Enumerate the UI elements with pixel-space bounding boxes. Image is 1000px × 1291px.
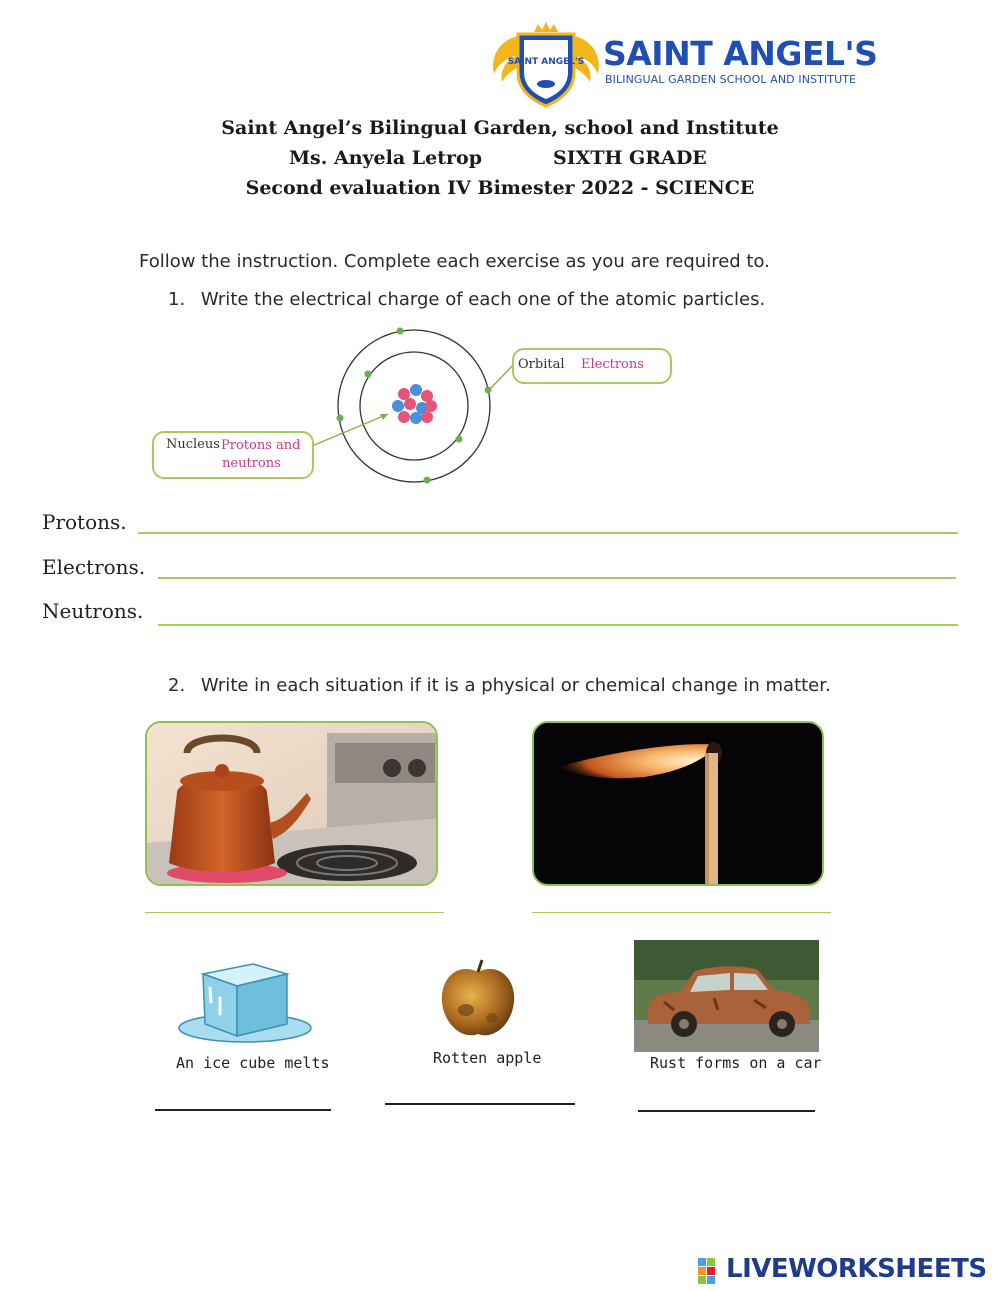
nucleus-label: Nucleus <box>166 437 220 452</box>
nucleus-value-line2: neutrons <box>222 456 281 471</box>
orbital-callout <box>512 348 672 384</box>
car-caption: Rust forms on a car <box>650 1054 822 1072</box>
teacher-name: Ms. Anyela Letrop <box>289 147 482 169</box>
burning-match-image <box>532 721 824 886</box>
nucleus-callout <box>152 431 314 479</box>
liveworksheets-brand: LIVEWORKSHEETS <box>726 1254 987 1284</box>
question-1-number: 1. <box>168 289 186 310</box>
apple-caption: Rotten apple <box>433 1049 542 1067</box>
liveworksheets-icon <box>698 1258 724 1284</box>
question-1 <box>168 289 765 310</box>
question-2-text: Write in each situation if it is a physical or chemical change in matter. <box>200 675 831 696</box>
orbital-value: Electrons <box>581 357 644 372</box>
kettle-answer-line[interactable] <box>145 912 444 913</box>
kettle-icon <box>147 723 438 886</box>
match-answer-line[interactable] <box>532 912 831 913</box>
orbital-label: Orbital <box>518 357 565 372</box>
match-flame-icon <box>534 723 824 886</box>
nucleus-icon <box>392 384 437 424</box>
protons-label: Protons. <box>42 510 127 534</box>
question-2 <box>168 675 831 696</box>
school-title: Saint Angel’s Bilingual Garden, school and Institute <box>221 117 779 139</box>
kettle-on-stove-image <box>145 721 438 886</box>
atom-diagram <box>150 322 680 487</box>
electrons-answer-line[interactable] <box>158 577 956 579</box>
liveworksheets-logo <box>698 1254 998 1288</box>
school-logo <box>488 22 878 108</box>
evaluation-title: Second evaluation IV Bimester 2022 - SCIENCE <box>245 177 755 199</box>
apple-icon <box>436 958 520 1042</box>
electrons-label: Electrons. <box>42 555 146 579</box>
general-instruction: Follow the instruction. Complete each exercise as you are required to. <box>139 251 770 272</box>
grade-label: SIXTH GRADE <box>553 147 707 169</box>
school-logo-name: SAINT ANGEL'S <box>603 34 878 73</box>
ice-cube-image <box>175 958 315 1050</box>
ice-cube-icon <box>175 958 315 1050</box>
apple-answer-line[interactable] <box>385 1103 575 1105</box>
nucleus-value-line1: Protons and <box>221 438 301 453</box>
ice-answer-line[interactable] <box>155 1109 331 1111</box>
school-logo-subtitle: BILINGUAL GARDEN SCHOOL AND INSTITUTE <box>605 73 857 86</box>
neutrons-answer-line[interactable] <box>158 624 958 626</box>
rotten-apple-image <box>436 958 520 1042</box>
question-1-text: Write the electrical charge of each one of the atomic particles. <box>200 289 766 310</box>
car-answer-line[interactable] <box>638 1110 815 1112</box>
ice-caption: An ice cube melts <box>176 1054 330 1072</box>
rusty-car-icon <box>634 940 819 1052</box>
rusty-car-image <box>634 940 819 1052</box>
neutrons-label: Neutrons. <box>42 599 144 623</box>
protons-answer-line[interactable] <box>138 532 958 534</box>
school-crest-icon <box>488 22 606 108</box>
question-2-number: 2. <box>168 675 186 696</box>
svg-text:SAINT ANGEL'S: SAINT ANGEL'S <box>507 57 585 67</box>
